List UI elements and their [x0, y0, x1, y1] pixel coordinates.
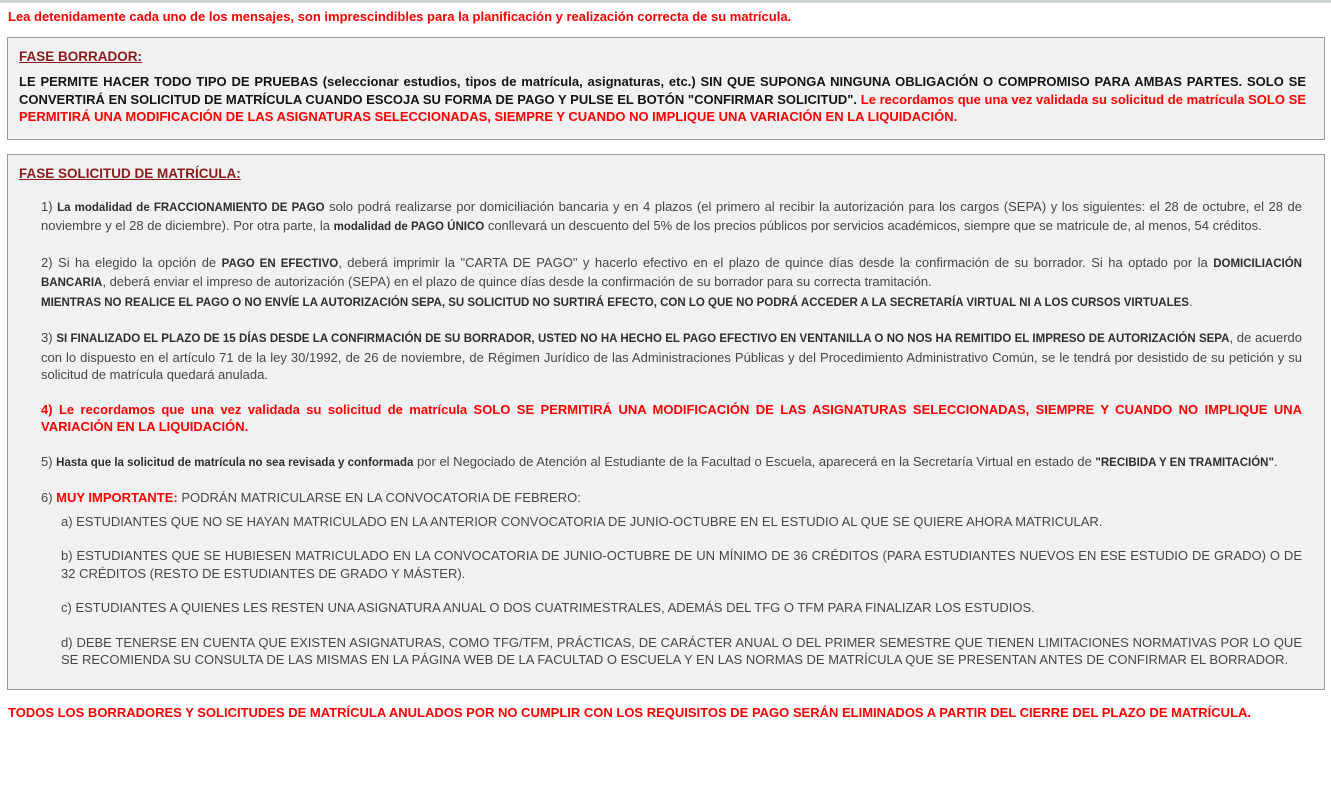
text-segment: PAGO EN EFECTIVO — [221, 257, 339, 270]
text-segment: 2) Si ha elegido la opción de — [41, 254, 222, 270]
text-segment: 6) — [41, 490, 57, 505]
text-segment: Hasta que la solicitud de matrícula no sea revisada y conformada — [56, 456, 414, 469]
fase-solicitud-title: FASE SOLICITUD DE MATRÍCULA: — [19, 165, 241, 181]
text-segment: d) DEBE TENERSE EN CUENTA QUE EXISTEN ASIGNATURAS, COMO TFG/TFM, PRÁCTICAS, DE CARÁCTER ANUAL O DEL PRIMER SEMESTRE QUE TIENEN LIMITACIONES NORMATIVAS POR LO QUE SE RECOMIENDA SU CONSULTA DE LAS MISMAS EN LA PÁGINA WEB DE LA FACULTAD O ESCUELA Y EN LAS NORMAS DE MATRÍCULA QUE SE PRESENTAN ANTES DE CONFIRMAR EL BORRADOR. — [61, 634, 1302, 667]
text-segment: 1) — [41, 198, 58, 214]
top-divider — [0, 0, 1331, 3]
item-6d — [61, 634, 1302, 669]
text-segment: DOMICILIACIÓN BANCARIA — [41, 257, 1302, 289]
text-segment: 4) Le recordamos que una vez validada su solicitud de matrícula SOLO SE PERMITIRÁ UNA MODIFICACIÓN DE LAS ASIGNATURAS SELECCIONADAS, SIEMPRE Y CUANDO NO IMPLIQUE UNA VARIACIÓN EN LA LIQUIDACIÓN. — [41, 401, 1302, 434]
fase-borrador-box — [7, 37, 1325, 140]
text-segment: 3) — [41, 330, 57, 345]
text-segment: La modalidad de FRACCIONAMIENTO DE PAGO — [57, 201, 325, 214]
text-segment: . — [1188, 293, 1193, 309]
text-segment: LE PERMITE HACER TODO TIPO DE PRUEBAS (seleccionar estudios, tipos de matrícula, asignaturas, etc.) SIN QUE SUPONGA NINGUNA OBLIGACIÓN O COMPROMISO PARA AMBAS PARTES. SOLO SE CONVERTIRÁ EN SOLICITUD DE MATRÍCULA CUANDO ESCOJA SU FORMA DE PAGO Y PULSE EL BOTÓN "CONFIRMAR SOLICITUD". — [19, 74, 1306, 107]
item-4 — [41, 401, 1302, 436]
item-6c — [61, 599, 1302, 617]
fase-borrador-body — [19, 73, 1306, 126]
text-segment: , deberá enviar el impreso de autorización (SEPA) en el plazo de quince días desde la confirmación de su borrador para su correcta tramitación. — [102, 274, 932, 289]
text-segment: SI FINALIZADO EL PLAZO DE 15 DÍAS DESDE LA CONFIRMACIÓN DE SU BORRADOR, USTED NO HA HECHO EL PAGO EFECTIVO EN VENTANILLA O NO NOS HA REMITIDO EL IMPRESO DE AUTORIZACIÓN SEPA — [56, 333, 1230, 345]
fase-solicitud-items — [18, 198, 1306, 669]
fase-borrador-title: FASE BORRADOR: — [19, 49, 143, 64]
text-segment: solo podrá realizarse por domiciliación bancaria y en 4 plazos (el primero al recibir la autorización para los cargos (SEPA) y los siguientes: el 28 de octubre, el 28 de noviembre y el 28 de diciembre). Por otra parte, la — [41, 198, 1302, 233]
item-1 — [41, 198, 1302, 237]
box-spacer — [7, 140, 1325, 154]
text-segment: 5) — [41, 453, 57, 469]
item-6b — [61, 547, 1302, 582]
fase-solicitud-box — [7, 154, 1325, 690]
text-segment: MUY IMPORTANTE: — [56, 490, 178, 505]
text-segment: conllevará un descuento del 5% de los precios públicos por servicios académicos, siempre que se matricule de, al menos, 54 créditos. — [484, 218, 1262, 233]
page-content — [0, 9, 1331, 721]
text-segment: b) ESTUDIANTES QUE SE HUBIESEN MATRICULADO EN LA CONVOCATORIA DE JUNIO-OCTUBRE DE UN MÍNIMO DE 36 CRÉDITOS (PARA ESTUDIANTES NUEVOS EN ESE ESTUDIO DE GRADO) O DE 32 CRÉDITOS (RESTO DE ESTUDIANTES DE GRADO Y MÁSTER). — [61, 548, 1302, 581]
text-segment: PODRÁN MATRICULARSE EN LA CONVOCATORIA DE FEBRERO: — [177, 490, 581, 505]
text-segment: , deberá imprimir la "CARTA DE PAGO" y hacerlo efectivo en el plazo de quince días desde la confirmación de su borrador. Si ha optado por la — [338, 254, 1214, 270]
text-segment: . — [1273, 453, 1278, 469]
text-segment: modalidad de PAGO ÚNICO — [333, 221, 485, 233]
item-2 — [41, 254, 1302, 313]
item-6 — [41, 489, 1302, 507]
item-5 — [41, 453, 1302, 473]
footer-warning: TODOS LOS BORRADORES Y SOLICITUDES DE MATRÍCULA ANULADOS POR NO CUMPLIR CON LOS REQUISITOS DE PAGO SERÁN ELIMINADOS A PARTIR DEL CIERRE DEL PLAZO DE MATRÍCULA. — [8, 704, 1252, 720]
text-segment: a) ESTUDIANTES QUE NO SE HAYAN MATRICULADO EN LA ANTERIOR CONVOCATORIA DE JUNIO-OCTUBRE EN EL ESTUDIO AL QUE SE QUIERE AHORA MATRICULAR. — [61, 513, 1103, 529]
text-segment: Le recordamos que una vez validada su solicitud de matrícula SOLO SE PERMITIRÁ UNA MODIFICACIÓN DE LAS ASIGNATURAS SELECCIONADAS, SIEMPRE Y CUANDO NO IMPLIQUE UNA VARIACIÓN EN LA LIQUIDACIÓN. — [19, 91, 1306, 124]
text-segment: , de acuerdo con lo dispuesto en el artículo 71 de la ley 30/1992, de 26 de noviembre, de Régimen Jurídico de las Administraciones Públicas y del Procedimiento Administrativo Común, se le tendrá por desistido de su petición y su solicitud de matrícula quedará anulada. — [41, 330, 1302, 382]
item-3 — [41, 329, 1302, 384]
text-segment: c) ESTUDIANTES A QUIENES LES RESTEN UNA ASIGNATURA ANUAL O DOS CUATRIMESTRALES, ADEMÁS DEL TFG O TFM PARA FINALIZAR LOS ESTUDIOS. — [61, 600, 1035, 615]
text-segment: MIENTRAS NO REALICE EL PAGO O NO ENVÍE LA AUTORIZACIÓN SEPA, SU SOLICITUD NO SURTIRÁ EFECTO, CON LO QUE NO PODRÁ ACCEDER A LA SECRETARÍA VIRTUAL NI A LOS CURSOS VIRTUALES — [41, 296, 1189, 309]
text-segment: por el Negociado de Atención al Estudiante de la Facultad o Escuela, aparecerá en la Secretaría Virtual en estado de — [413, 453, 1096, 469]
text-segment: "RECIBIDA Y EN TRAMITACIÓN" — [1095, 456, 1274, 469]
intro-warning: Lea detenidamente cada uno de los mensajes, son imprescindibles para la planificación y realización correcta de su matrícula. — [8, 9, 792, 24]
item-6a — [61, 513, 1302, 531]
